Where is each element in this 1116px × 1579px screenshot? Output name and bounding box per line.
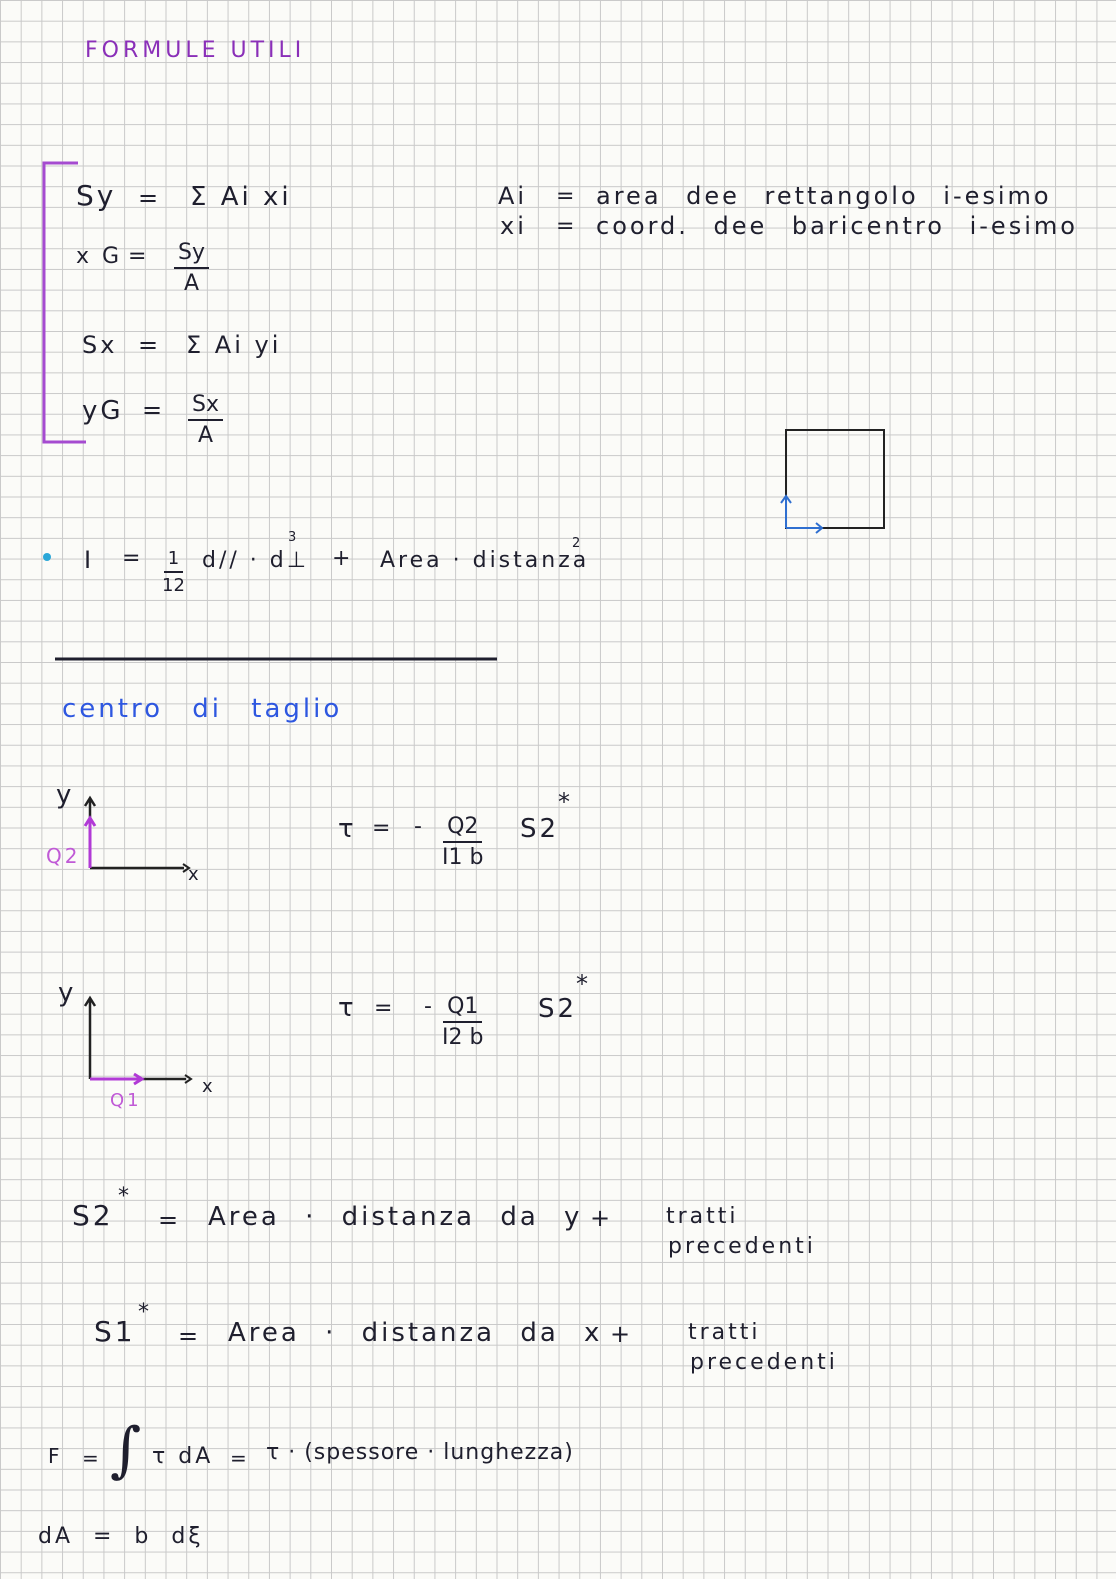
- s2-note-1: tratti: [666, 1204, 739, 1229]
- inertia-equals: =: [122, 546, 141, 571]
- inertia-term2: Area · distanza: [380, 548, 590, 573]
- tau-1-denominator: I1 b: [442, 845, 484, 870]
- force-rhs: τ · (spessore · lunghezza): [266, 1440, 574, 1465]
- force-equals: =: [82, 1446, 99, 1470]
- sy-sum: Σ Ai xi: [190, 182, 292, 212]
- inertia-exponent-3: 3: [288, 530, 297, 545]
- inertia-fraction: [162, 548, 185, 596]
- tau-1-fraction: [442, 814, 483, 870]
- force-integrand: τ dA: [152, 1444, 214, 1469]
- axes-2-y-label: y: [58, 978, 77, 1008]
- s1-label: S1: [94, 1315, 136, 1348]
- tau-2-star: *: [576, 970, 588, 998]
- xg-equals: =: [128, 244, 147, 269]
- axes-1-y-label: y: [56, 780, 75, 810]
- legend-xi-equals: =: [556, 214, 575, 239]
- force-label: F: [48, 1444, 60, 1468]
- inertia-exponent-2: 2: [572, 536, 581, 551]
- tau-2-static-moment: S2: [538, 994, 578, 1024]
- tau-1-numerator: Q2: [443, 814, 482, 843]
- xg-label: x G: [76, 244, 123, 269]
- s1-plus: +: [610, 1320, 631, 1348]
- tau-2-fraction: [442, 994, 483, 1050]
- sx-equals: =: [138, 331, 159, 359]
- section-heading: centro di taglio: [62, 694, 343, 724]
- s1-note-1: tratti: [688, 1320, 761, 1345]
- yg-numerator: Sx: [188, 392, 223, 421]
- tau-2-numerator: Q1: [443, 994, 482, 1023]
- bullet-dot: [43, 553, 51, 561]
- tau-2-minus: -: [424, 994, 432, 1019]
- legend-ai-desc: area dee rettangolo i-esimo: [596, 182, 1052, 210]
- s1-equals: =: [178, 1322, 199, 1350]
- axes-2-x-label: x: [202, 1076, 216, 1097]
- integral-sign: ∫: [110, 1415, 142, 1485]
- xg-numerator: Sy: [174, 240, 209, 269]
- tau-1-star: *: [558, 788, 570, 816]
- xg-denominator: A: [183, 271, 200, 296]
- yg-denominator: A: [197, 423, 214, 448]
- sy-equals: =: [138, 184, 159, 212]
- legend-ai-equals: =: [556, 184, 575, 209]
- legend-ai-symbol: Ai: [498, 182, 528, 210]
- s2-equals: =: [158, 1206, 179, 1234]
- square-shape: [786, 430, 884, 528]
- inertia-label: I: [84, 546, 95, 574]
- legend-xi-desc: coord. dee baricentro i-esimo: [596, 212, 1078, 240]
- inertia-denominator: 12: [162, 575, 185, 596]
- tau-2-equals: =: [374, 996, 393, 1021]
- s2-rhs: Area · distanza da y: [208, 1202, 583, 1232]
- inertia-term: d// · d⊥: [202, 548, 309, 573]
- axes-1-x-label: x: [188, 864, 202, 885]
- sy-label: Sy: [76, 179, 117, 212]
- axes-2: [85, 998, 186, 1079]
- xg-fraction: [174, 240, 209, 296]
- tau-1: τ: [338, 814, 354, 844]
- sx-label: Sx: [82, 331, 118, 359]
- q2-arrow: [85, 818, 95, 868]
- square-axis-y: [781, 496, 791, 528]
- da-equation: dA = b dξ: [38, 1524, 204, 1549]
- s1-rhs: Area · distanza da x: [228, 1318, 603, 1348]
- axes-1: [85, 798, 184, 868]
- tau-1-static-moment: S2: [520, 814, 560, 844]
- yg-label: yG: [82, 396, 124, 426]
- tau-2-denominator: I2 b: [442, 1025, 484, 1050]
- s2-star: *: [118, 1184, 129, 1209]
- q1-arrow: [90, 1074, 142, 1084]
- tau-1-equals: =: [372, 816, 391, 841]
- q2-label: Q2: [46, 844, 81, 868]
- sx-sum: Σ Ai yi: [186, 331, 282, 359]
- tau-1-minus: -: [414, 814, 422, 839]
- inertia-numerator: 1: [164, 548, 183, 573]
- inertia-plus: +: [332, 546, 351, 571]
- yg-equals: =: [142, 396, 163, 424]
- tau-2: τ: [338, 993, 354, 1023]
- page-title: FORMULE UTILI: [85, 38, 306, 63]
- square-axis-x: [786, 523, 822, 533]
- yg-fraction: [188, 392, 223, 448]
- s1-star: *: [138, 1300, 149, 1325]
- s1-note-2: precedenti: [690, 1350, 838, 1375]
- q1-label: Q1: [110, 1090, 142, 1111]
- force-equals-2: =: [230, 1446, 247, 1470]
- s2-plus: +: [590, 1204, 611, 1232]
- legend-xi-symbol: xi: [500, 212, 527, 240]
- s2-note-2: precedenti: [668, 1234, 816, 1259]
- s2-label: S2: [72, 1199, 114, 1232]
